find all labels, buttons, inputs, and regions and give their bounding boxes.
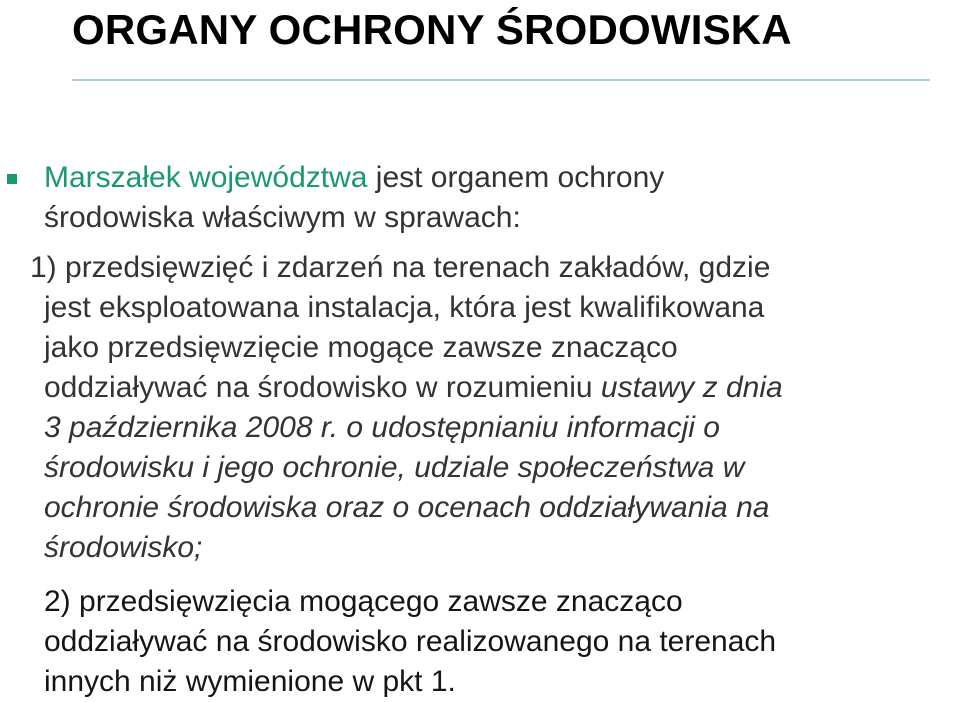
intro-line-1 — [44, 158, 956, 198]
item-1-line-3: jako przedsięwzięcie mogące zawsze znacząco — [44, 331, 678, 364]
intro-line-2: środowiska właściwym w sprawach: — [44, 201, 521, 234]
item-2-line-3: innych niż wymienione w pkt 1. — [44, 665, 456, 698]
intro-highlight: Marszałek województwa — [44, 161, 368, 194]
item-1-line-6: środowisku i jego ochronie, udziale społeczeństwa w — [44, 451, 745, 484]
item-1-line-8: środowisko; — [44, 531, 203, 564]
title-divider — [72, 79, 930, 81]
item-1-line-4 — [44, 368, 956, 408]
slide-title: ORGANY OCHRONY ŚRODOWISKA — [72, 6, 792, 53]
item-1-line-4-plain: oddziaływać na środowisko w rozumieniu — [44, 371, 601, 404]
law-title-start: ustawy z dnia — [600, 371, 783, 404]
item-1-line-1: 1) przedsięwzięć i zdarzeń na terenach zakładów, gdzie — [30, 251, 771, 284]
item-1-line-2: jest eksploatowana instalacja, która jest kwalifikowana — [44, 291, 765, 324]
item-2-line-2: oddziaływać na środowisko realizowanego na terenach — [44, 625, 777, 658]
item-1-line-5: 3 października 2008 r. o udostępnianiu informacji o — [44, 411, 720, 444]
slide-body — [30, 158, 956, 702]
intro-line-1-rest: jest organem ochrony — [367, 161, 665, 194]
square-bullet-icon — [7, 174, 17, 184]
item-1-line-7: ochronie środowiska oraz o ocenach oddziaływania na — [44, 491, 770, 524]
item-2-line-1: 2) przedsięwzięcia mogącego zawsze znacząco — [44, 585, 683, 618]
